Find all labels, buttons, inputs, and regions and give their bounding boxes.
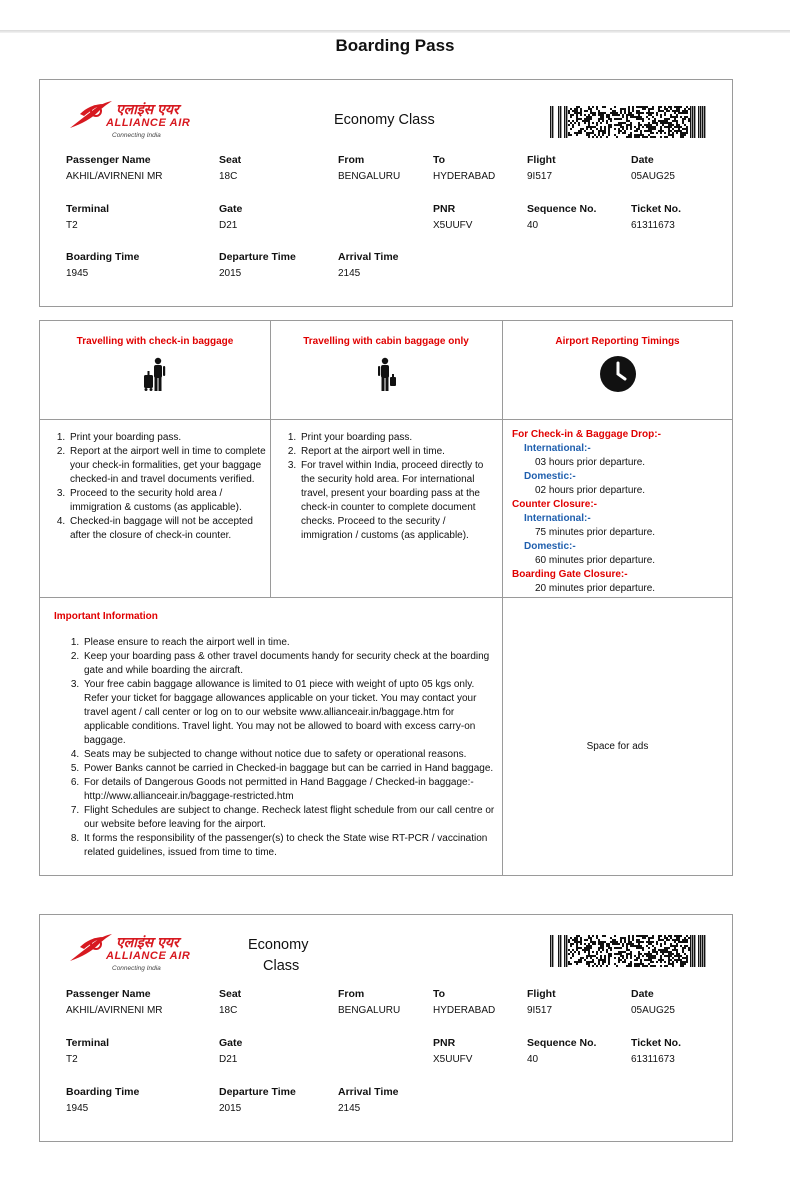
date-value: 05AUG25 bbox=[631, 1005, 675, 1016]
list-item: 1. Print your boarding pass. bbox=[299, 431, 495, 445]
list-item: 6. For details of Dangerous Goods not permitted in Hand Baggage / Checked-in baggage:- http://www.allianceair.in/baggage-restricted.htm bbox=[82, 776, 498, 804]
person-with-luggage-icon bbox=[142, 357, 168, 393]
reporting-timings-details bbox=[512, 428, 727, 596]
domestic-label: Domestic:- bbox=[524, 541, 576, 552]
counter-domestic-time: 60 minutes prior departure. bbox=[535, 555, 656, 566]
document-title: Boarding Pass bbox=[335, 36, 455, 55]
date-label: Date bbox=[631, 154, 654, 166]
person-with-cabin-bag-icon bbox=[376, 357, 398, 393]
list-item: 8. It forms the responsibility of the passenger(s) to check the State wise RT-PCR / vaccination related guidelines, issued from time to time. bbox=[82, 832, 498, 860]
boarding-time-value: 1945 bbox=[66, 1103, 89, 1114]
arrival-time-label: Arrival Time bbox=[338, 1086, 399, 1098]
seat-value: 18C bbox=[219, 171, 238, 182]
list-item: 1. Please ensure to reach the airport well in time. bbox=[82, 636, 498, 650]
seat-value: 18C bbox=[219, 1005, 238, 1016]
list-item: 3. Proceed to the security hold area / immigration & customs (as applicable). bbox=[68, 487, 266, 515]
departure-time-value: 2015 bbox=[219, 268, 242, 279]
to-value: HYDERABAD bbox=[433, 171, 496, 182]
terminal-label: Terminal bbox=[66, 203, 109, 215]
arrival-time-value: 2145 bbox=[338, 1103, 361, 1114]
checkin-domestic-time: 02 hours prior departure. bbox=[535, 485, 646, 496]
arrival-time-value: 2145 bbox=[338, 268, 361, 279]
checkin-baggage-steps bbox=[54, 431, 266, 543]
grid-divider bbox=[40, 597, 733, 598]
ticket-no-value: 61311673 bbox=[631, 1054, 675, 1065]
ticket-no-label: Ticket No. bbox=[631, 1037, 681, 1049]
ticket-no-value: 61311673 bbox=[631, 220, 675, 231]
international-label: International:- bbox=[524, 513, 591, 524]
list-item: 7. Flight Schedules are subject to change. Recheck latest flight schedule from our call centre or our website before leaving for the airport. bbox=[82, 804, 498, 832]
alliance-air-logo bbox=[66, 931, 236, 987]
list-item: 4. Checked-in baggage will not be accepted after the closure of check-in counter. bbox=[68, 515, 266, 543]
flight-label: Flight bbox=[527, 154, 556, 166]
sequence-no-label: Sequence No. bbox=[527, 1037, 597, 1049]
from-value: BENGALURU bbox=[338, 1005, 401, 1016]
terminal-value: T2 bbox=[66, 220, 78, 231]
important-information-heading: Important Information bbox=[54, 611, 158, 622]
logo-hindi-text: एलाइंस एयर bbox=[116, 101, 179, 117]
boarding-time-label: Boarding Time bbox=[66, 1086, 140, 1098]
gate-label: Gate bbox=[219, 203, 243, 215]
list-item: 3. Your free cabin baggage allowance is limited to 01 piece with weight of upto 05 kgs only. Refer your ticket for baggage allowances applicable on your ticket. You may contact your travel agent / call center or log on to our website www.allianceair.in/baggage.htm for applicable conditions. Travel light. You may not be allowed to board with excess carry-on baggage. bbox=[82, 678, 498, 748]
grid-divider bbox=[40, 419, 733, 420]
list-item: 5. Power Banks cannot be carried in Checked-in baggage but can be carried in Hand baggage. bbox=[82, 762, 498, 776]
passenger-name-label: Passenger Name bbox=[66, 988, 151, 1000]
ticket-no-label: Ticket No. bbox=[631, 203, 681, 215]
boarding-time-label: Boarding Time bbox=[66, 251, 140, 263]
departure-time-label: Departure Time bbox=[219, 1086, 296, 1098]
domestic-label: Domestic:- bbox=[524, 471, 576, 482]
to-value: HYDERABAD bbox=[433, 1005, 496, 1016]
grid-divider bbox=[502, 321, 503, 876]
pnr-label: PNR bbox=[433, 1037, 456, 1049]
to-label: To bbox=[433, 154, 446, 166]
cabin-class-title-line1: Economy bbox=[248, 937, 309, 953]
seat-label: Seat bbox=[219, 988, 242, 1000]
date-value: 05AUG25 bbox=[631, 171, 675, 182]
cabin-baggage-steps bbox=[285, 431, 495, 543]
sequence-no-value: 40 bbox=[527, 1054, 539, 1065]
cabin-class-title-line2: Class bbox=[263, 958, 300, 974]
barcode-image bbox=[550, 106, 706, 138]
important-information-list bbox=[68, 636, 498, 860]
pnr-value: X5UUFV bbox=[433, 1054, 473, 1065]
passenger-name-value: AKHIL/AVIRNENI MR bbox=[66, 1005, 163, 1016]
arrival-time-label: Arrival Time bbox=[338, 251, 399, 263]
from-label: From bbox=[338, 988, 365, 1000]
terminal-value: T2 bbox=[66, 1054, 78, 1065]
passenger-name-label: Passenger Name bbox=[66, 154, 151, 166]
ad-space-placeholder: Space for ads bbox=[586, 741, 649, 752]
gate-closure-time: 20 minutes prior departure. bbox=[535, 583, 656, 594]
sequence-no-label: Sequence No. bbox=[527, 203, 597, 215]
logo-brand-name: ALLIANCE AIR bbox=[106, 950, 191, 962]
list-item: 3. For travel within India, proceed directly to the security hold area. For international travel, present your boarding pass at the check-in counter to complete document checks. Proceed to the security / immigration / customs (as applicable). bbox=[299, 459, 495, 543]
date-label: Date bbox=[631, 988, 654, 1000]
flight-label: Flight bbox=[527, 988, 556, 1000]
gate-value: D21 bbox=[219, 220, 238, 231]
flight-value: 9I517 bbox=[527, 171, 553, 182]
boarding-pass-card-bottom bbox=[39, 914, 733, 1142]
top-divider bbox=[0, 30, 790, 33]
list-item: 4. Seats may be subjected to change without notice due to safety or operational reasons. bbox=[82, 748, 498, 762]
counter-international-time: 75 minutes prior departure. bbox=[535, 527, 656, 538]
alliance-air-logo bbox=[66, 98, 236, 154]
international-label: International:- bbox=[524, 443, 591, 454]
logo-tagline: Connecting India bbox=[112, 965, 161, 972]
travel-information-grid bbox=[39, 320, 733, 876]
clock-icon bbox=[598, 354, 638, 394]
checkin-drop-heading: For Check-in & Baggage Drop:- bbox=[512, 429, 661, 440]
passenger-name-value: AKHIL/AVIRNENI MR bbox=[66, 171, 163, 182]
barcode-image bbox=[550, 935, 706, 967]
seat-label: Seat bbox=[219, 154, 242, 166]
logo-brand-name: ALLIANCE AIR bbox=[106, 117, 191, 129]
departure-time-value: 2015 bbox=[219, 1103, 242, 1114]
grid-divider bbox=[270, 321, 271, 597]
logo-hindi-text: एलाइंस एयर bbox=[116, 934, 179, 950]
cabin-class-title: Economy Class bbox=[334, 112, 435, 128]
to-label: To bbox=[433, 988, 446, 1000]
gate-closure-heading: Boarding Gate Closure:- bbox=[512, 569, 628, 580]
boarding-pass-card-top bbox=[39, 79, 733, 307]
list-item: 2. Report at the airport well in time. bbox=[299, 445, 495, 459]
reporting-timings-heading: Airport Reporting Timings bbox=[555, 336, 680, 347]
boarding-time-value: 1945 bbox=[66, 268, 89, 279]
gate-label: Gate bbox=[219, 1037, 243, 1049]
list-item: 1. Print your boarding pass. bbox=[68, 431, 266, 445]
from-value: BENGALURU bbox=[338, 171, 401, 182]
departure-time-label: Departure Time bbox=[219, 251, 296, 263]
list-item: 2. Keep your boarding pass & other travel documents handy for security check at the boarding gate and while boarding the aircraft. bbox=[82, 650, 498, 678]
flight-value: 9I517 bbox=[527, 1005, 553, 1016]
pnr-label: PNR bbox=[433, 203, 456, 215]
checkin-baggage-heading: Travelling with check-in baggage bbox=[76, 336, 234, 347]
logo-tagline: Connecting India bbox=[112, 132, 161, 139]
checkin-international-time: 03 hours prior departure. bbox=[535, 457, 646, 468]
cabin-baggage-heading: Travelling with cabin baggage only bbox=[303, 336, 469, 347]
terminal-label: Terminal bbox=[66, 1037, 109, 1049]
gate-value: D21 bbox=[219, 1054, 238, 1065]
sequence-no-value: 40 bbox=[527, 220, 539, 231]
list-item: 2. Report at the airport well in time to complete your check-in formalities, get your baggage checked-in and travel documents verified. bbox=[68, 445, 266, 487]
counter-closure-heading: Counter Closure:- bbox=[512, 499, 597, 510]
from-label: From bbox=[338, 154, 365, 166]
pnr-value: X5UUFV bbox=[433, 220, 473, 231]
